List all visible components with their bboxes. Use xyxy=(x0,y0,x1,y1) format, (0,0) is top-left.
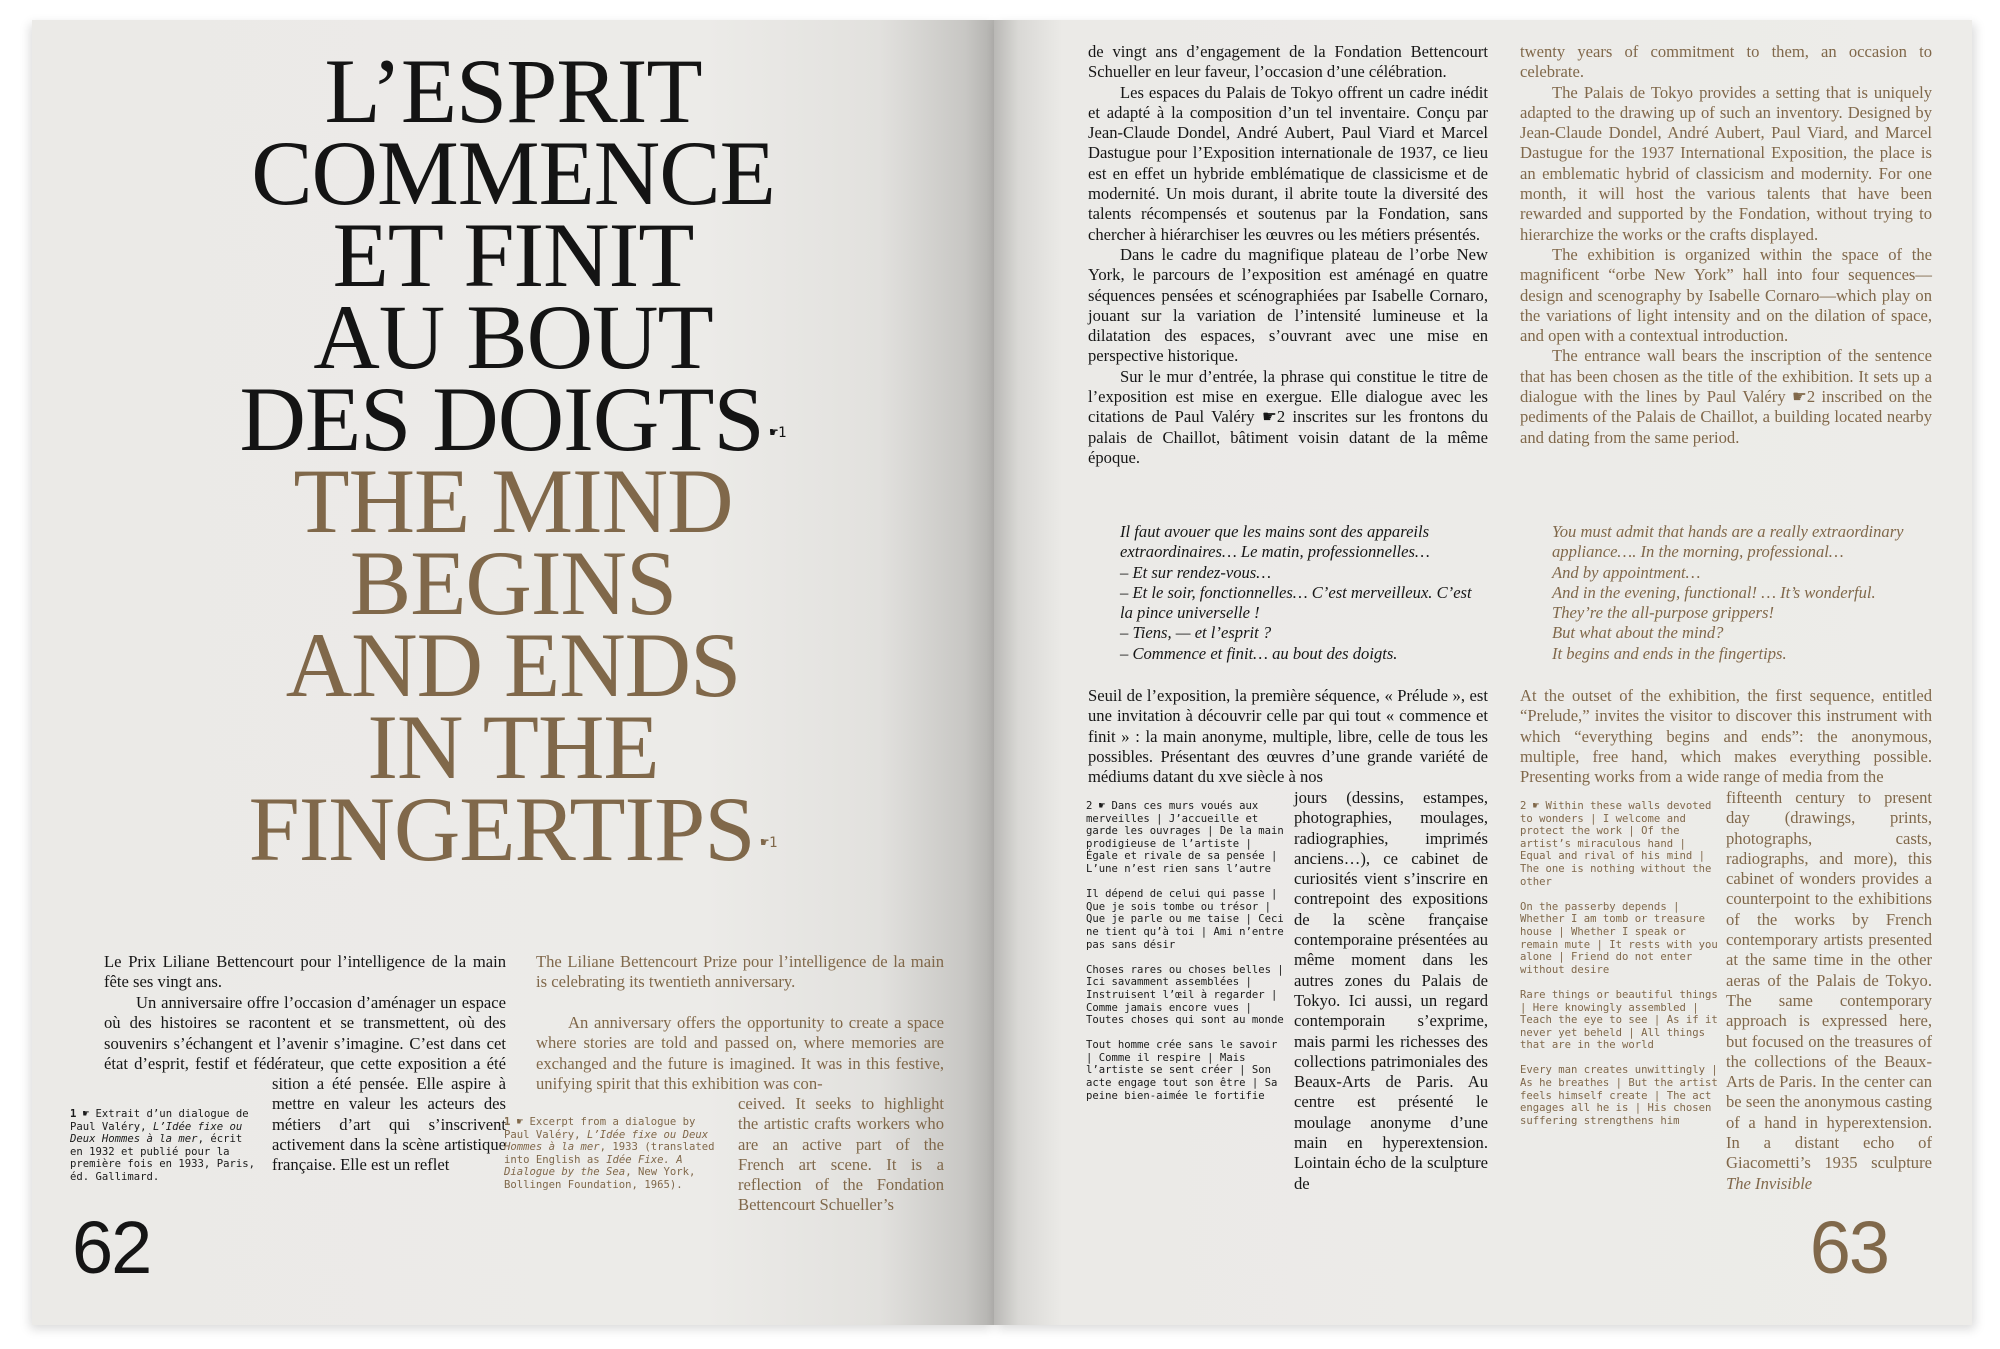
paragraph: The Liliane Bettencourt Prize pour l’intelligence de la main is celebrating its twentieth anniversary. xyxy=(536,952,944,992)
paragraph: At the outset of the exhibition, the first sequence, entitled “Prelude,” invites the visitor to discover this instrument with which “everything begins and ends”: the anonymous, multiple, free hand, which makes everything possible. Presenting works from a wide range of media from the xyxy=(1520,686,1932,787)
footnote-title: L’Idée fixe ou Deux Hommes à la mer xyxy=(70,1120,243,1146)
quote-line: la pince universelle ! xyxy=(1120,603,1260,623)
title-english xyxy=(32,450,994,880)
title-line: BEGINS xyxy=(349,532,677,634)
page-title xyxy=(32,40,994,880)
title-line: AU BOUT xyxy=(313,286,713,388)
paragraph: Dans le cadre du magnifique plateau de l’orbe New York, le parcours de l’exposition est aménagé en quatre séquences pensées et scénographiées par Isabelle Cornaro, jouant sur la variation de l’intensité lumineuse et la dilatation des espaces, s’ouvrant avec une mise en perspective historique. xyxy=(1088,244,1488,366)
paragraph: jours (dessins, estampes, photographies, moulages, radiographies, imprimés anciens…), ce cabinet de curiosités vient s’inscrire en contrepoint des expositions de la scène française contemporaine présentées au même moment dans les autres zones du Palais de Tokyo. Ici aussi, un regard contemporain s’exprime, mais parmi les richesses des collections patrimoniales des Beaux-Arts de Paris. Au centre est présenté le moulage anonyme d’une main en hyperextension. Lointain écho de la sculpture de xyxy=(1294,788,1488,1193)
quote-line: But what about the mind? xyxy=(1552,623,1724,643)
title-line: IN THE xyxy=(367,696,659,798)
page-number: 62 xyxy=(72,1206,151,1289)
title-line: ET FINIT xyxy=(332,204,694,306)
footnote-part: , 1933 (translated into English as xyxy=(504,1141,715,1166)
footnote-text xyxy=(504,1116,726,1192)
footnote-stanza: Il dépend de celui qui passe | Que je sois tombe ou trésor | Que je parle ou me taise | Ceci ne tient qu’à toi | Ami n’entre pas sans désir xyxy=(1086,888,1284,951)
footnote-mark: 1 ☛ xyxy=(70,1108,90,1120)
paragraph: Le Prix Liliane Bettencourt pour l’intelligence de la main fête ses vingt ans. xyxy=(104,952,506,992)
footnote-stanza: Tout homme crée sans le savoir | Comme il respire | Mais l’artiste se sent créer | Son acte engage tout son être | Sa peine bien-aimée le fortifie xyxy=(1086,1039,1278,1102)
left-page xyxy=(32,20,994,1325)
paragraph: An anniversary offers the opportunity to create a space where stories are told and passed on, where memories are exchanged and the future is imagined. It was in this festive, unifying spirit that this exhibition was con- xyxy=(536,1013,944,1093)
quote-line: – Tiens, — et l’esprit ? xyxy=(1120,623,1272,643)
title-line-text: FINGERTIPS xyxy=(248,778,755,880)
paragraph-text: fifteenth century to present day (drawings, prints, photographs, casts, radiographs, and more), this cabinet of wonders provides a counterpoint to the exhibitions of the works by French contemporary artists presented at the same time in the other aeras of the Palais de Tokyo. The same contemporary approach is expressed here, but focused on the treasures of the collections of the Beaux-Arts de Paris. In the center can be seen the anonymous casting of a hand in hyperextension. In a distant echo of Giacometti’s 1935 sculpture xyxy=(1726,788,1932,1173)
title-line: AND ENDS xyxy=(285,614,741,716)
footnote-text xyxy=(70,1108,260,1184)
footnote-2-english xyxy=(1520,800,1718,1140)
footnote-marker: ☛1 xyxy=(760,835,778,851)
paragraph xyxy=(104,993,506,1073)
artwork-title: The Invisible xyxy=(1726,1173,1813,1193)
paragraph: Sur le mur d’entrée, la phrase qui constitue le titre de l’exposition est mise en exergue. Elle dialogue avec les citations de Paul Valéry ☛2 inscrites sur les frontons du palais de Chaillot, bâtiment voisin datant de la même époque. xyxy=(1088,366,1488,467)
title-line: L’ESPRIT xyxy=(324,40,702,142)
paragraph: The exhibition is organized within the space of the magnificent “orbe New York” hall into four sequences—design and scenography by Isabelle Cornaro—which play on the variations of light intensity and on the dilation of space, and open with a contextual introduction. xyxy=(1520,244,1932,346)
footnote-1-french xyxy=(70,1108,260,1196)
footnote-mark: 1 ☛ xyxy=(504,1116,524,1128)
body-english-continued xyxy=(536,1013,944,1093)
title-line-text: DES DOIGTS xyxy=(239,368,764,470)
paragraph: sition a été pensée. Elle aspire à mettre en valeur les acteurs des métiers d’art qui s’inscrivent activement dans la scène artistique française. Elle est un reflet xyxy=(272,1074,506,1175)
right-page xyxy=(994,20,1972,1325)
footnote-stanza: Every man creates unwittingly | As he breathes | But the artist feels himself create | The act engages all he is | His chosen suffering strengthens him xyxy=(1520,1064,1718,1127)
footnote-title: Idée Fixe. A Dialogue by the Sea xyxy=(504,1153,683,1179)
quote-line: Il faut avouer que les mains sont des appareils xyxy=(1120,522,1430,541)
footnote-part: Extrait d’un dialogue de Paul Valéry, xyxy=(70,1108,249,1133)
footnote-stanza: 2 ☛ Dans ces murs voués aux merveilles | J’accueille et garde les ouvrages | De la main prodigieuse de l’artiste | Égale et rivale de sa pensée | L’une n’est rien sans l’autre xyxy=(1086,800,1284,875)
title-line xyxy=(32,368,994,470)
paragraph-text: Un anniversaire offre l’occasion d’aménager un espace où des histoires se racontent et se transmettent, où des souvenirs s’échangent et l’avenir s’imagine. C’est dans cet état d’esprit, festif et fédérateur, que cette exposition a été xyxy=(104,993,506,1073)
quote-line: You must admit that hands are a really extraordinary xyxy=(1552,522,1904,541)
title-line: THE MIND xyxy=(293,450,733,552)
quote-line: And in the evening, functional! … It’s wonderful. xyxy=(1552,582,1876,602)
paragraph: twenty years of commitment to them, an occasion to celebrate. xyxy=(1520,42,1932,82)
footnote-part: , écrit en 1932 et publié pour la première fois en 1933, Paris, éd. Gallimard. xyxy=(70,1133,255,1183)
title-french xyxy=(32,40,994,470)
body-english-bottom xyxy=(1520,686,1932,787)
quote-line: – Et sur rendez-vous… xyxy=(1120,562,1272,582)
footnote-1-english xyxy=(504,1116,726,1204)
quote-line: – Et le soir, fonctionnelles… C’est merveilleux. C’est xyxy=(1120,582,1472,602)
body-french-bottom-narrow xyxy=(1294,788,1488,1194)
footnote-part: Excerpt from a dialogue by Paul Valéry, xyxy=(504,1116,696,1141)
quote-french xyxy=(1120,522,1500,664)
body-french-top xyxy=(1088,42,1488,468)
body-english-bottom-narrow xyxy=(1726,788,1932,1194)
title-line xyxy=(32,778,994,880)
body-english-narrow xyxy=(738,1094,944,1217)
body-french-narrow xyxy=(272,1074,506,1217)
paragraph: de vingt ans d’engagement de la Fondation Bettencourt Schueller en leur faveur, l’occasion d’une célébration. xyxy=(1088,42,1488,82)
footnote-title: L’Idée fixe ou Deux Hommes à la mer xyxy=(504,1128,709,1154)
paragraph: Seuil de l’exposition, la première séquence, « Prélude », est une invitation à découvrir celle par qui tout « commence et finit » : la main anonyme, multiple, libre, celle de tous les possibles. Présentant des œuvres d’une grande variété de médiums datant du xve siècle à nos xyxy=(1088,686,1488,787)
footnote-part: , New York, Bollingen Foundation, 1965). xyxy=(504,1166,696,1191)
footnote-stanza: Rare things or beautiful things | Here knowingly assembled | Teach the eye to see | As if it never yet beheld | All things that are in the world xyxy=(1520,988,1718,1052)
quote-line: – Commence et finit… au bout des doigts. xyxy=(1120,643,1398,663)
paragraph: ceived. It seeks to highlight the artistic crafts workers who are an active part of the French art scene. It is a reflection of the Fondation Bettencourt Schueller’s xyxy=(738,1094,944,1215)
quote-line: And by appointment… xyxy=(1552,562,1701,582)
body-french-continued xyxy=(104,993,506,1073)
page-number: 63 xyxy=(1809,1206,1888,1289)
paragraph: Les espaces du Palais de Tokyo offrent un cadre inédit et adapté à la composition d’un tel inventaire. Conçu par Jean-Claude Dondel, André Aubert, Paul Viard et Marcel Dastugue pour l’Exposition internationale de 1937, ce lieu est en effet un hybride emblématique de classicisme et de modernité. Un mois durant, il abrite toute la diversité des talents récompensés et soutenus par la Fondation, sans chercher à hiérarchiser les œuvres ou les métiers présentés. xyxy=(1088,82,1488,244)
body-english-top xyxy=(1520,42,1932,448)
body-english xyxy=(536,952,944,993)
paragraph xyxy=(1726,788,1932,1194)
paragraph: The Palais de Tokyo provides a setting that is uniquely adapted to the drawing up of such an inventory. Designed by Jean-Claude Dondel, André Aubert, Paul Viard, and Marcel Dastugue for the 1937 International Exposition, the place is an emblematic hybrid of classicism and modernity. For one month, it will host the various talents that have been rewarded and supported by the Fondation, without trying to hierarchize the works or the crafts displayed. xyxy=(1520,82,1932,244)
paragraph: The entrance wall bears the inscription of the sentence that has been chosen as the title of the exhibition. It sets up a dialogue with the lines by Paul Valéry ☛2 inscribed on the pediments of the Palais de Chaillot, a building located nearby and dating from the same period. xyxy=(1520,346,1932,447)
quote-line: extraordinaires… Le matin, professionnelles… xyxy=(1120,542,1430,562)
footnote-stanza: Choses rares ou choses belles | Ici savamment assemblées | Instruisent l’œil à regarder | Comme jamais encore vues | Toutes choses qui sont au monde xyxy=(1086,963,1284,1027)
footnote-stanza: 2 ☛ Within these walls devoted to wonders | I welcome and protect the work | Of the artist’s miraculous hand | Equal and rival of his mind | The one is nothing without the other xyxy=(1520,800,1712,888)
footnote-marker: ☛1 xyxy=(769,425,787,441)
quote-english xyxy=(1552,522,1942,664)
body-french-intro xyxy=(104,952,506,993)
quote-line: It begins and ends in the fingertips. xyxy=(1552,643,1787,663)
quote-line: appliance…. In the morning, professional… xyxy=(1552,542,1844,562)
footnote-2-french xyxy=(1086,800,1284,1115)
body-french-bottom xyxy=(1088,686,1488,787)
footnote-stanza: On the passerby depends | Whether I am tomb or treasure house | Whether I speak or remain mute | It rests with you alone | Friend do not enter without desire xyxy=(1520,900,1718,976)
title-line: COMMENCE xyxy=(251,122,775,224)
quote-line: They’re the all-purpose grippers! xyxy=(1552,603,1774,623)
